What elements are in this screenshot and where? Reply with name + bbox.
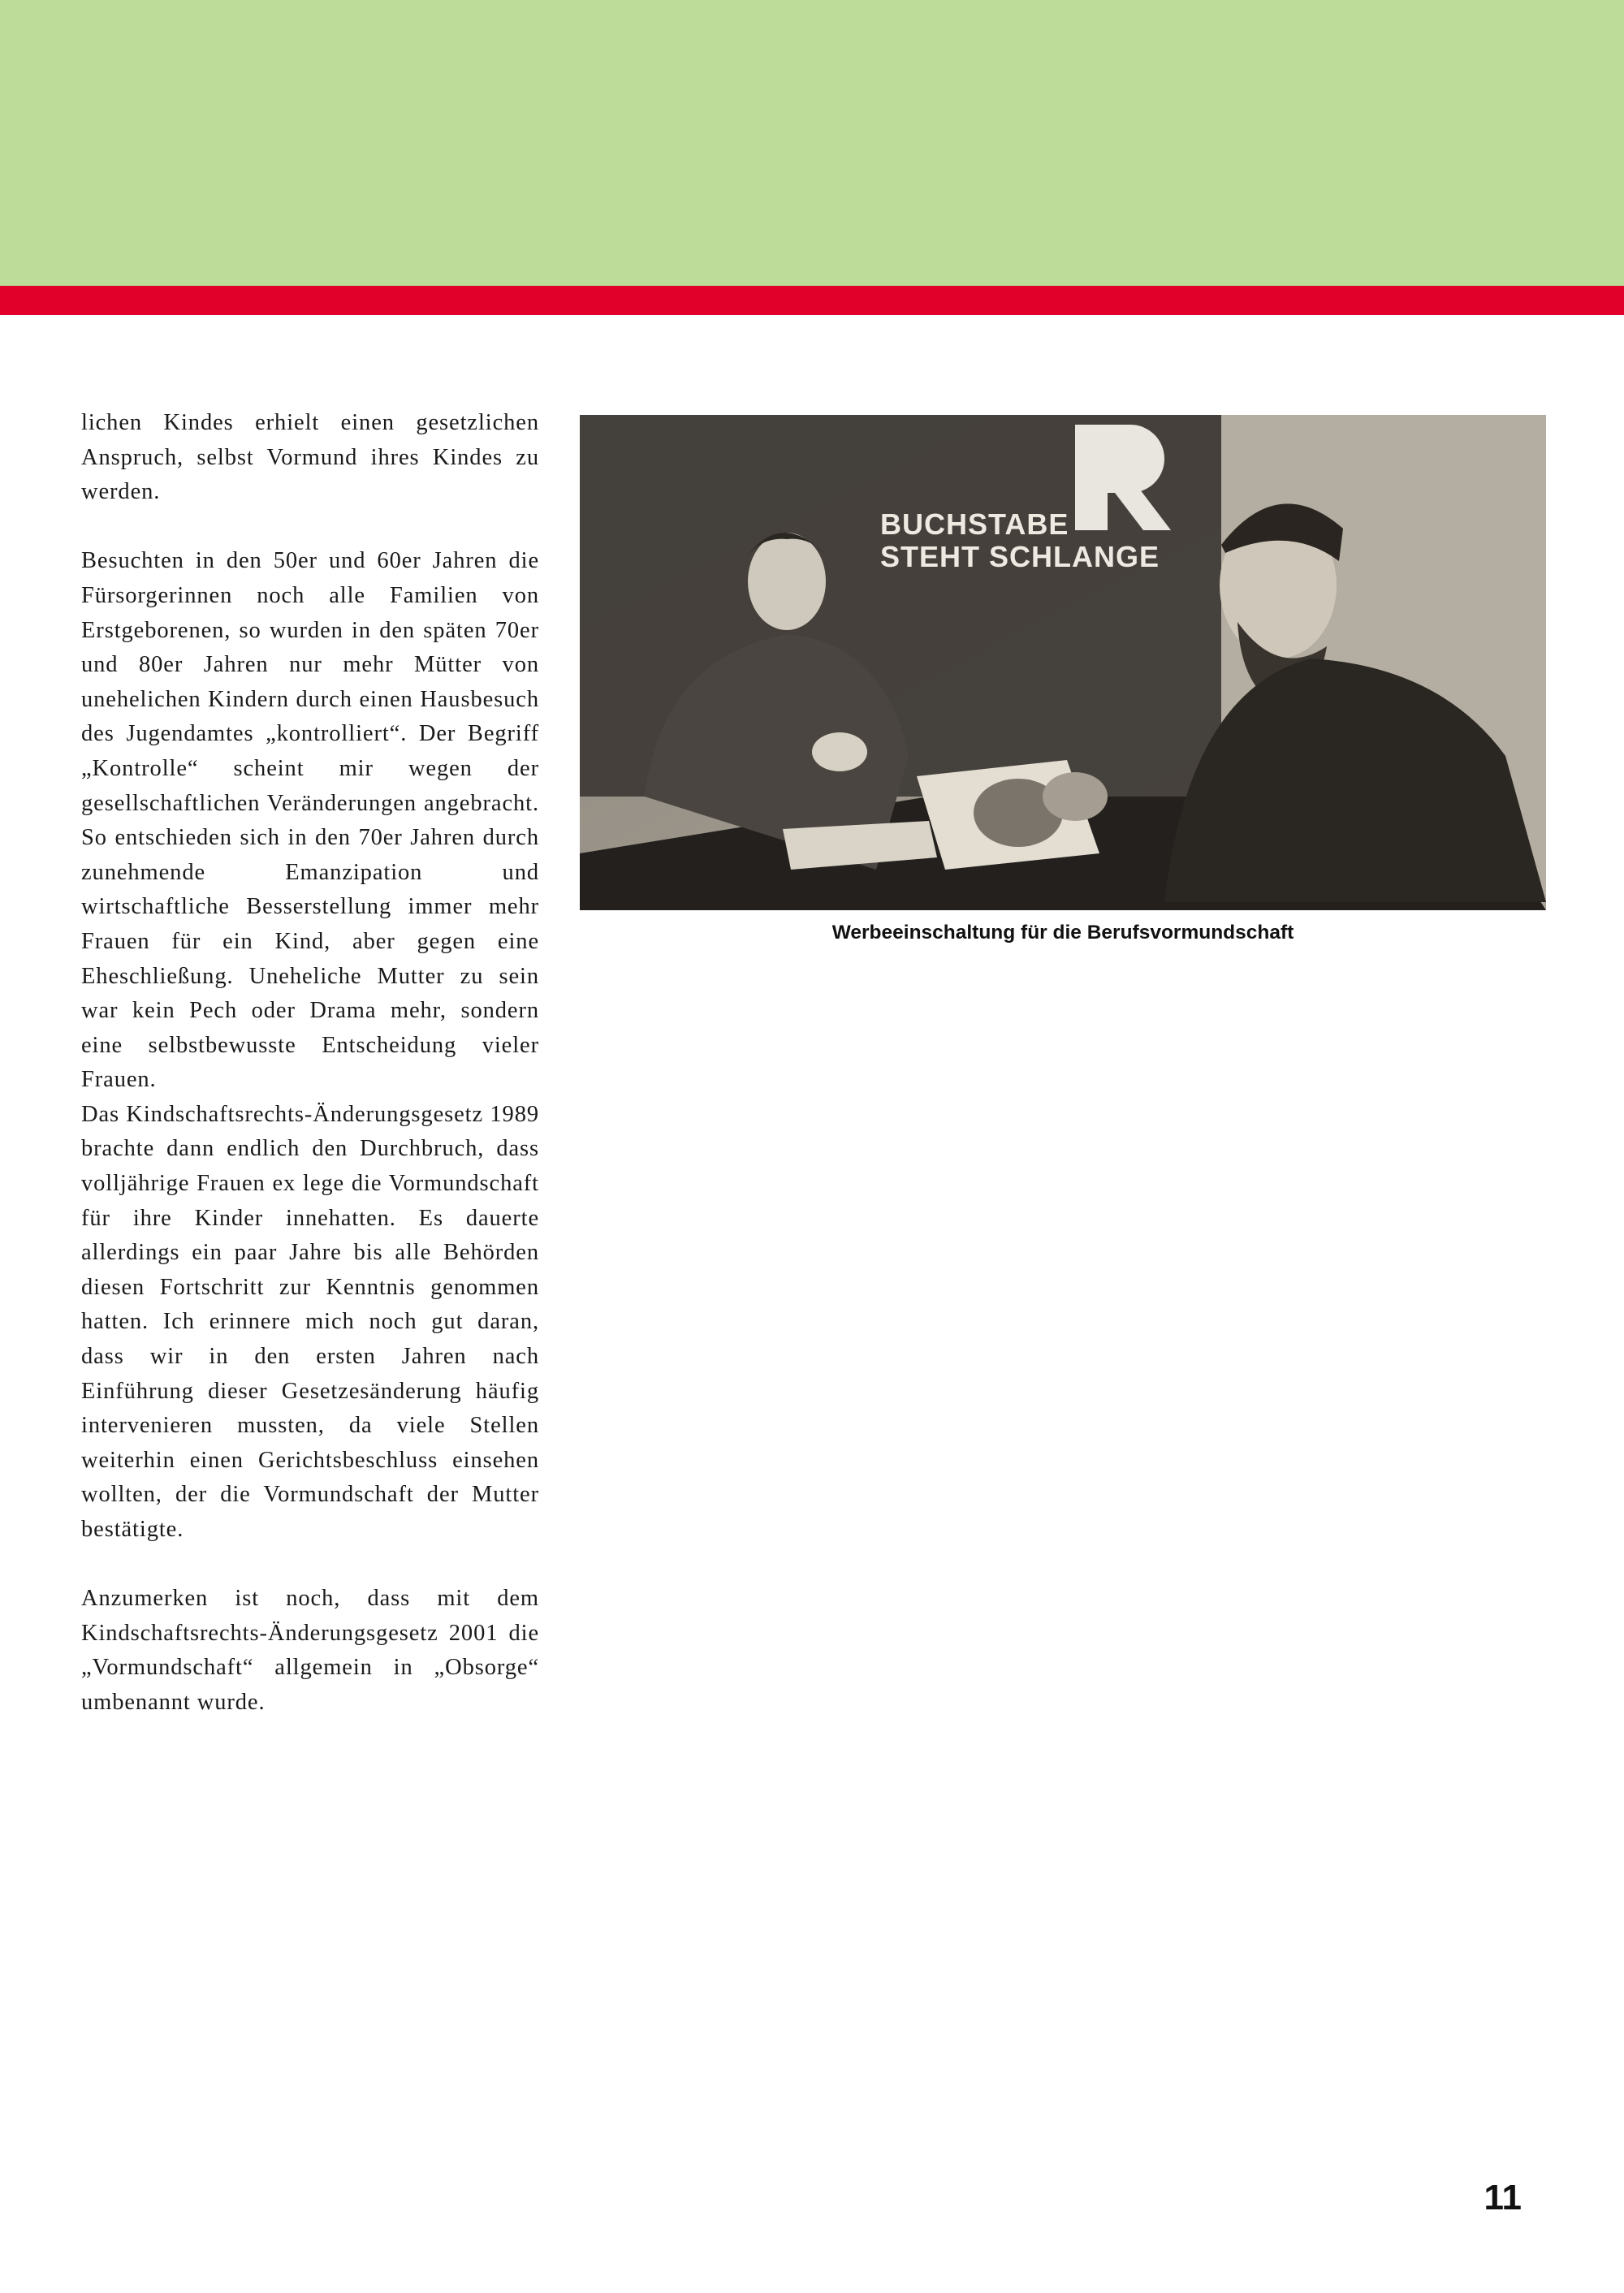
paragraph-1: lichen Kindes erhielt einen gesetzlichen Anspruch, selbst Vormund ihres Kindes zu werden. [81, 410, 539, 505]
paragraph-3: Das Kindschaftsrechts-Änderungsgesetz 1989 brachte dann endlich den Durchbruch, dass volljährige Frauen ex lege die Vormundschaft für ihre Kinder innehatten. Es dauerte allerdings ein paar Jahre bis alle Behörden diesen Fortschritt zur Kenntnis genommen hatten. Ich erinnere mich noch gut daran, dass wir in den ersten Jahren nach Einführung dieser Gesetzesänderung häufig intervenieren mussten, da viele Stellen weiterhin einen Gerichtsbeschluss einsehen wollten, der die Vormundschaft der Mutter bestätigte. [81, 1101, 539, 1542]
header-band [0, 0, 1624, 286]
figure-caption: Werbeeinschaltung für die Berufsvormundschaft [831, 922, 1294, 944]
paragraph-4: Anzumerken ist noch, dass mit dem Kindschaftsrechts-Änderungsgesetz 2001 die „Vormundschaft“ allgemein in „Obsorge“ umbenannt wurde. [81, 1586, 539, 1715]
paragraph-2: Besuchten in den 50er und 60er Jahren die Fürsorgerinnen noch alle Familien von Erstgeborenen, so wurden in den späten 70er und 80er Jahren nur mehr Mütter von unehelichen Kindern durch einen Hausbesuch des Jugendamtes „kontrolliert“. Der Begriff „Kontrolle“ scheint mir wegen der gesellschaftlichen Veränderungen angebracht. So entschieden sich in den 70er Jahren durch zunehmende Emanzipation und wirtschaftliche Besserstellung immer mehr Frauen für ein Kind, aber gegen eine Eheschließung. Uneheliche Mutter zu sein war kein Pech oder Drama mehr, sondern eine selbstbewusste Entscheidung vieler Frauen. [81, 548, 539, 1093]
photo-illustration [580, 415, 1546, 910]
poster-headline [880, 508, 1221, 573]
poster-line-2: STEHT SCHLANGE [880, 540, 1160, 573]
article-text-column [81, 406, 539, 1721]
advertisement-photo [580, 415, 1546, 910]
page-number: 11 [1484, 2178, 1522, 2217]
poster-line-1: BUCHSTABE [880, 507, 1069, 541]
accent-stripe [0, 286, 1624, 315]
